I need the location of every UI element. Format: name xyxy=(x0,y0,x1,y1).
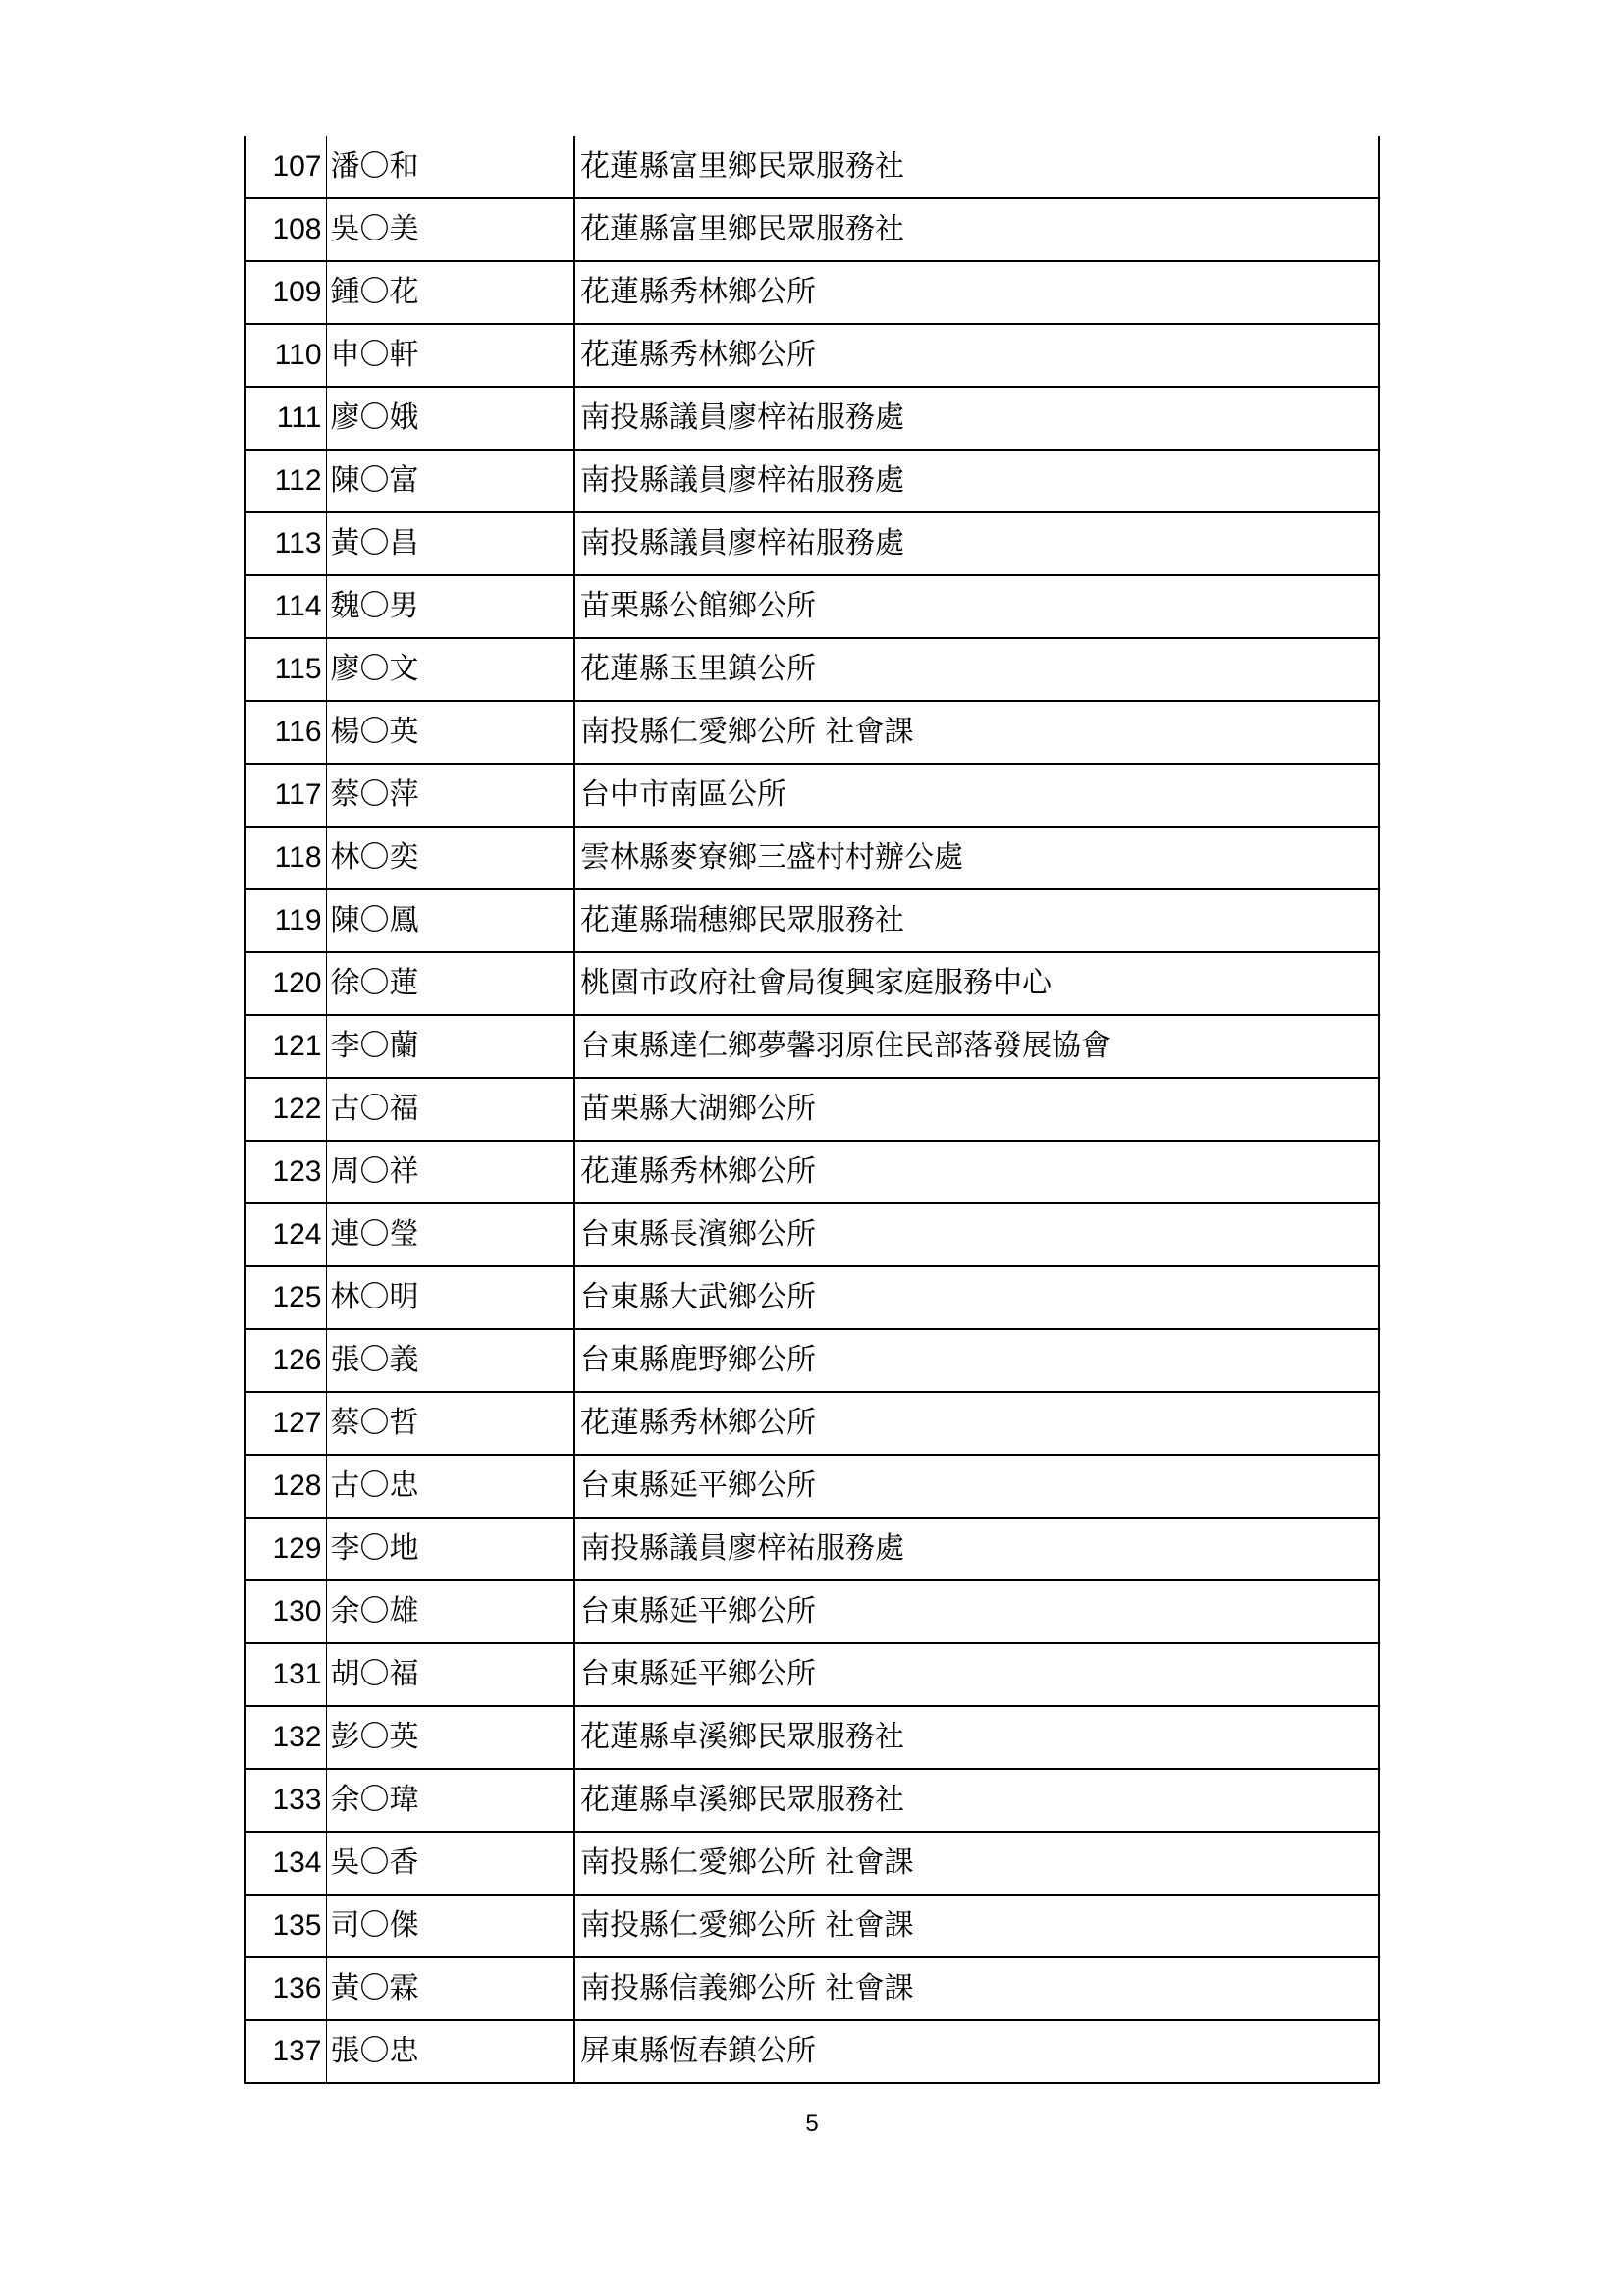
table-row xyxy=(245,1895,1379,1957)
organization: 台東縣長濱鄉公所 xyxy=(574,1203,1379,1266)
person-name: 司〇傑 xyxy=(326,1895,574,1957)
person-name: 徐〇蓮 xyxy=(326,952,574,1015)
table-row xyxy=(245,638,1379,701)
person-name: 潘〇和 xyxy=(326,136,574,198)
table-row xyxy=(245,1141,1379,1203)
row-number: 124 xyxy=(245,1203,326,1266)
person-name: 張〇忠 xyxy=(326,2020,574,2083)
person-name: 蔡〇萍 xyxy=(326,764,574,827)
organization: 台東縣達仁鄉夢馨羽原住民部落發展協會 xyxy=(574,1015,1379,1078)
person-name: 黃〇昌 xyxy=(326,512,574,575)
person-name: 魏〇男 xyxy=(326,575,574,638)
organization: 南投縣信義鄉公所 社會課 xyxy=(574,1957,1379,2020)
table-row xyxy=(245,450,1379,512)
organization: 南投縣議員廖梓祐服務處 xyxy=(574,1518,1379,1580)
table-row xyxy=(245,1015,1379,1078)
row-number: 122 xyxy=(245,1078,326,1141)
organization: 南投縣仁愛鄉公所 社會課 xyxy=(574,1895,1379,1957)
table-row xyxy=(245,1392,1379,1455)
table-row xyxy=(245,889,1379,952)
table-row xyxy=(245,1266,1379,1329)
row-number: 117 xyxy=(245,764,326,827)
table-row xyxy=(245,1518,1379,1580)
person-name: 余〇雄 xyxy=(326,1580,574,1643)
organization: 花蓮縣秀林鄉公所 xyxy=(574,324,1379,387)
row-number: 112 xyxy=(245,450,326,512)
row-number: 125 xyxy=(245,1266,326,1329)
table-row xyxy=(245,701,1379,764)
table-row xyxy=(245,198,1379,261)
row-number: 114 xyxy=(245,575,326,638)
row-number: 123 xyxy=(245,1141,326,1203)
organization: 台中市南區公所 xyxy=(574,764,1379,827)
person-name: 申〇軒 xyxy=(326,324,574,387)
row-number: 107 xyxy=(245,136,326,198)
table-row xyxy=(245,512,1379,575)
table-row xyxy=(245,324,1379,387)
table-row xyxy=(245,1078,1379,1141)
organization: 南投縣仁愛鄉公所 社會課 xyxy=(574,1832,1379,1895)
person-name: 林〇明 xyxy=(326,1266,574,1329)
organization: 雲林縣麥寮鄉三盛村村辦公處 xyxy=(574,827,1379,889)
row-number: 134 xyxy=(245,1832,326,1895)
person-name: 李〇蘭 xyxy=(326,1015,574,1078)
row-number: 118 xyxy=(245,827,326,889)
organization: 花蓮縣玉里鎮公所 xyxy=(574,638,1379,701)
organization: 南投縣議員廖梓祐服務處 xyxy=(574,387,1379,450)
organization: 花蓮縣秀林鄉公所 xyxy=(574,1141,1379,1203)
row-number: 116 xyxy=(245,701,326,764)
organization: 桃園市政府社會局復興家庭服務中心 xyxy=(574,952,1379,1015)
person-name: 連〇瑩 xyxy=(326,1203,574,1266)
organization: 台東縣延平鄉公所 xyxy=(574,1580,1379,1643)
table-row xyxy=(245,952,1379,1015)
table-row xyxy=(245,1329,1379,1392)
organization: 苗栗縣公館鄉公所 xyxy=(574,575,1379,638)
table-row xyxy=(245,1769,1379,1832)
row-number: 109 xyxy=(245,261,326,324)
row-number: 136 xyxy=(245,1957,326,2020)
table-row xyxy=(245,1832,1379,1895)
row-number: 126 xyxy=(245,1329,326,1392)
participant-table xyxy=(244,136,1380,2084)
organization: 台東縣鹿野鄉公所 xyxy=(574,1329,1379,1392)
table-row xyxy=(245,1580,1379,1643)
row-number: 115 xyxy=(245,638,326,701)
table-row xyxy=(245,261,1379,324)
person-name: 陳〇鳳 xyxy=(326,889,574,952)
person-name: 李〇地 xyxy=(326,1518,574,1580)
table-row xyxy=(245,1203,1379,1266)
row-number: 108 xyxy=(245,198,326,261)
row-number: 132 xyxy=(245,1706,326,1769)
table-row xyxy=(245,827,1379,889)
organization: 苗栗縣大湖鄉公所 xyxy=(574,1078,1379,1141)
organization: 花蓮縣卓溪鄉民眾服務社 xyxy=(574,1769,1379,1832)
row-number: 127 xyxy=(245,1392,326,1455)
person-name: 吳〇美 xyxy=(326,198,574,261)
organization: 屏東縣恆春鎮公所 xyxy=(574,2020,1379,2083)
table-row xyxy=(245,2020,1379,2083)
organization: 花蓮縣富里鄉民眾服務社 xyxy=(574,136,1379,198)
row-number: 120 xyxy=(245,952,326,1015)
organization: 花蓮縣秀林鄉公所 xyxy=(574,1392,1379,1455)
person-name: 古〇忠 xyxy=(326,1455,574,1518)
row-number: 135 xyxy=(245,1895,326,1957)
organization: 花蓮縣富里鄉民眾服務社 xyxy=(574,198,1379,261)
organization: 台東縣延平鄉公所 xyxy=(574,1643,1379,1706)
organization: 南投縣議員廖梓祐服務處 xyxy=(574,450,1379,512)
table-row xyxy=(245,387,1379,450)
organization: 南投縣議員廖梓祐服務處 xyxy=(574,512,1379,575)
organization: 南投縣仁愛鄉公所 社會課 xyxy=(574,701,1379,764)
table-row xyxy=(245,764,1379,827)
row-number: 129 xyxy=(245,1518,326,1580)
person-name: 林〇奕 xyxy=(326,827,574,889)
person-name: 蔡〇哲 xyxy=(326,1392,574,1455)
person-name: 余〇瑋 xyxy=(326,1769,574,1832)
organization: 花蓮縣卓溪鄉民眾服務社 xyxy=(574,1706,1379,1769)
organization: 台東縣大武鄉公所 xyxy=(574,1266,1379,1329)
person-name: 陳〇富 xyxy=(326,450,574,512)
person-name: 黃〇霖 xyxy=(326,1957,574,2020)
row-number: 121 xyxy=(245,1015,326,1078)
row-number: 119 xyxy=(245,889,326,952)
person-name: 鍾〇花 xyxy=(326,261,574,324)
person-name: 廖〇娥 xyxy=(326,387,574,450)
table-row xyxy=(245,1455,1379,1518)
table-row xyxy=(245,1643,1379,1706)
person-name: 張〇義 xyxy=(326,1329,574,1392)
organization: 花蓮縣瑞穗鄉民眾服務社 xyxy=(574,889,1379,952)
row-number: 128 xyxy=(245,1455,326,1518)
person-name: 古〇福 xyxy=(326,1078,574,1141)
table-body xyxy=(245,136,1379,2083)
table-row xyxy=(245,1706,1379,1769)
person-name: 胡〇福 xyxy=(326,1643,574,1706)
table-row xyxy=(245,1957,1379,2020)
row-number: 131 xyxy=(245,1643,326,1706)
table-row xyxy=(245,575,1379,638)
person-name: 彭〇英 xyxy=(326,1706,574,1769)
row-number: 113 xyxy=(245,512,326,575)
person-name: 廖〇文 xyxy=(326,638,574,701)
person-name: 楊〇英 xyxy=(326,701,574,764)
organization: 台東縣延平鄉公所 xyxy=(574,1455,1379,1518)
person-name: 吳〇香 xyxy=(326,1832,574,1895)
row-number: 111 xyxy=(245,387,326,450)
person-name: 周〇祥 xyxy=(326,1141,574,1203)
page-number: 5 xyxy=(805,2110,819,2137)
row-number: 130 xyxy=(245,1580,326,1643)
organization: 花蓮縣秀林鄉公所 xyxy=(574,261,1379,324)
row-number: 133 xyxy=(245,1769,326,1832)
table-row xyxy=(245,136,1379,198)
row-number: 137 xyxy=(245,2020,326,2083)
row-number: 110 xyxy=(245,324,326,387)
